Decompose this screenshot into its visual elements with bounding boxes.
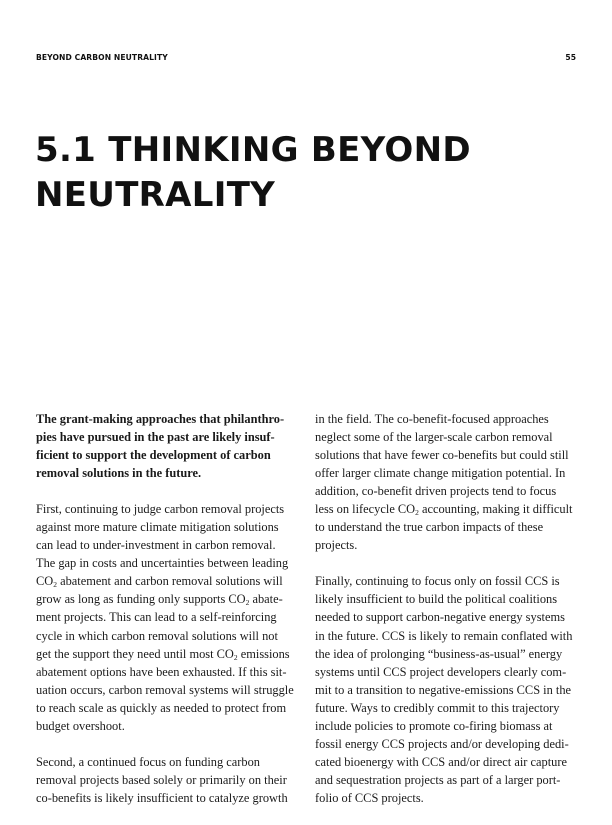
text-line: needed to support carbon-negative energy systems bbox=[315, 610, 565, 625]
running-header: BEYOND CARBON NEUTRALITY bbox=[36, 53, 168, 62]
text-line: budget overshoot. bbox=[36, 718, 125, 733]
section-title bbox=[35, 128, 595, 218]
text-line: can lead to under-investment in carbon removal. bbox=[36, 538, 276, 553]
right-column bbox=[315, 410, 577, 825]
text-line: in the field. The co-benefit-focused approaches bbox=[315, 412, 549, 426]
body-paragraph bbox=[315, 572, 577, 807]
body-paragraph bbox=[315, 410, 577, 554]
text-line: removal solutions in the future. bbox=[36, 466, 202, 481]
text-line: Finally, continuing to focus only on fossil CCS is bbox=[315, 574, 560, 589]
text-line: The grant-making approaches that philanthro- bbox=[36, 412, 285, 426]
text-line: uation occurs, carbon removal systems will struggle bbox=[36, 682, 294, 697]
text-line: addition, co-benefit driven projects tend to focus bbox=[315, 484, 557, 499]
text-line: ment projects. This can lead to a self-reinforcing bbox=[36, 610, 277, 625]
text-line: systems until CCS project developers clearly com- bbox=[315, 664, 567, 679]
text-line: co-benefits is likely insufficient to catalyze growth bbox=[36, 790, 288, 805]
text-line: pies have pursued in the past are likely insuf- bbox=[36, 430, 275, 445]
text-line: grow as long as funding only supports $CO_2$ abate- bbox=[36, 592, 283, 608]
body-paragraph bbox=[36, 500, 296, 735]
page-number: 55 bbox=[565, 53, 576, 62]
text-line: the idea of prolonging “business-as-usual” energy bbox=[315, 646, 563, 661]
text-line: in the future. CCS is likely to remain conflated with bbox=[315, 628, 573, 643]
text-line: offer larger climate change mitigation potential. In bbox=[315, 466, 566, 481]
section-title-line: 5.1 THINKING BEYOND bbox=[35, 130, 471, 170]
text-line: against more mature climate mitigation solutions bbox=[36, 520, 279, 535]
text-line: cycle in which carbon removal solutions will not bbox=[36, 628, 278, 643]
text-line: cated bioenergy with CCS and/or direct air capture bbox=[315, 754, 567, 769]
text-line: First, continuing to judge carbon removal projects bbox=[36, 502, 285, 517]
text-line: less on lifecycle $CO_2$ accounting, making it difficult bbox=[315, 502, 573, 518]
section-title-line: NEUTRALITY bbox=[35, 175, 276, 215]
text-line: The gap in costs and uncertainties between leading bbox=[36, 556, 289, 571]
text-line: Second, a continued focus on funding carbon bbox=[36, 754, 261, 769]
text-line: to reach scale as quickly as needed to protect from bbox=[36, 700, 287, 715]
body-paragraph bbox=[36, 753, 296, 807]
text-line: neglect some of the larger-scale carbon removal bbox=[315, 430, 553, 445]
text-line: include policies to promote co-firing biomass at bbox=[315, 718, 553, 733]
text-line: abatement options have been exhausted. If this sit- bbox=[36, 664, 287, 679]
text-line: $CO_2$ abatement and carbon removal solutions will bbox=[36, 574, 283, 590]
text-line: removal projects based solely or primarily on their bbox=[36, 772, 287, 787]
text-line: get the support they need until most $CO_2$ emissions bbox=[36, 646, 290, 662]
text-line: solutions that have fewer co-benefits but could still bbox=[315, 448, 569, 463]
text-line: to understand the true carbon impacts of these bbox=[315, 520, 544, 535]
lead-paragraph bbox=[36, 410, 296, 482]
text-line: likely insufficient to build the political coalitions bbox=[315, 592, 558, 607]
left-column bbox=[36, 410, 296, 825]
text-line: ficient to support the development of carbon bbox=[36, 448, 271, 463]
text-line: projects. bbox=[315, 538, 358, 553]
text-line: and sequestration projects as part of a larger port- bbox=[315, 772, 561, 787]
text-line: fossil energy CCS projects and/or developing dedi- bbox=[315, 736, 569, 751]
text-line: mit to a transition to negative-emissions CCS in the bbox=[315, 682, 572, 697]
text-line: future. Ways to credibly commit to this trajectory bbox=[315, 700, 560, 715]
text-line: folio of CCS projects. bbox=[315, 790, 424, 805]
